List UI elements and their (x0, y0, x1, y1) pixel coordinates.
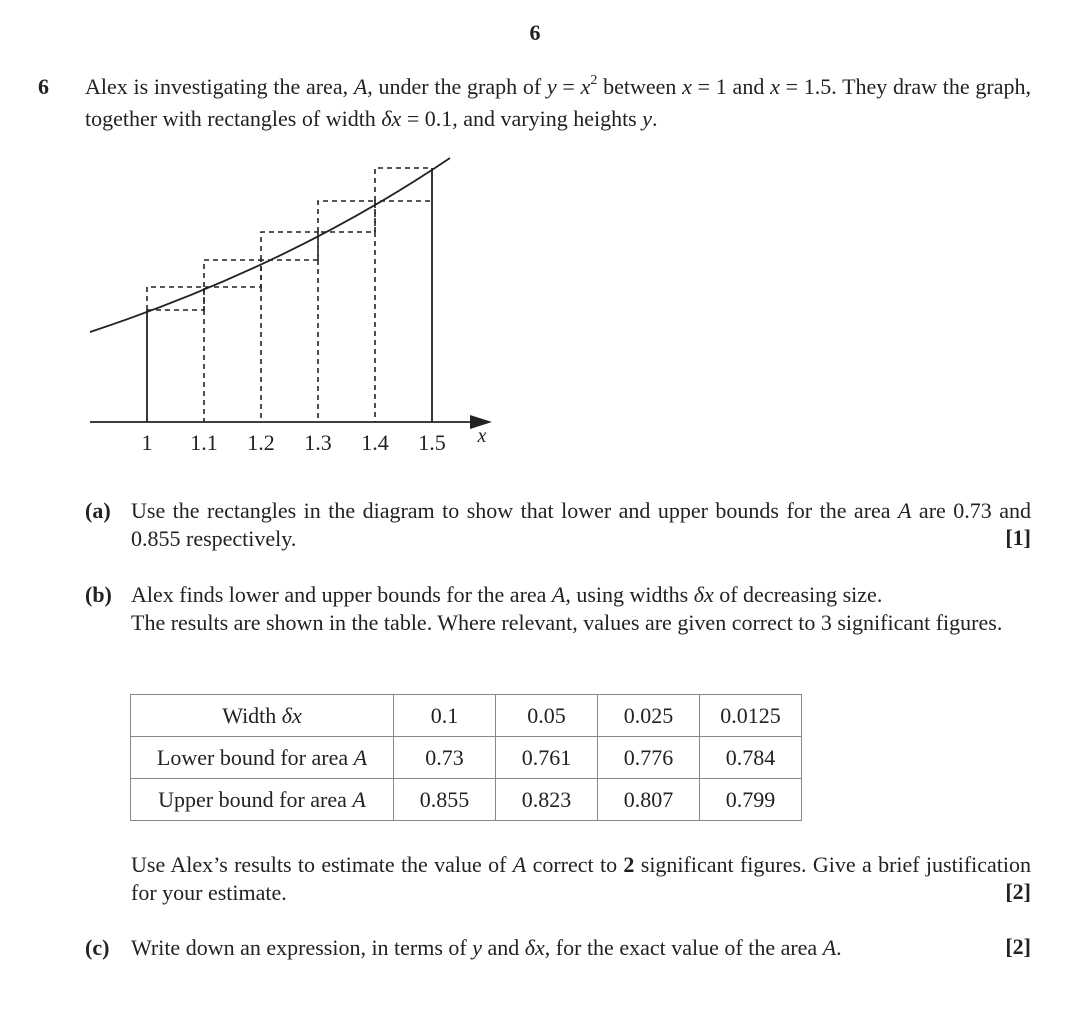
lower-bound-value: 0.784 (700, 737, 802, 779)
part-b-marks: [2] (1005, 879, 1031, 904)
part-b-label: (b) (85, 582, 112, 607)
part-b-estimate (85, 851, 1031, 911)
tick-label-1-3: 1.3 (304, 430, 332, 455)
lower-rect-tops (147, 201, 432, 310)
lower-rectangles (147, 201, 432, 422)
question-number: 6 (38, 74, 49, 99)
tick-label-1-2: 1.2 (247, 430, 275, 455)
part-b-text: Alex finds lower and upper bounds for the area A, using widths δx of decreasing size. The results are shown in the table. Where relevant, values are given correct to 3 significant figures. (131, 582, 1003, 635)
upper-rect-1 (147, 287, 204, 310)
question-intro: Alex is investigating the area, A, under the graph of $y = x^2$ between x = 1 and x = 1.5. They draw the graph, together with rectangles of width δx = 0.1, and varying heights y. (85, 73, 1031, 131)
lower-bound-value: 0.73 (394, 737, 496, 779)
tick-label-1-4: 1.4 (361, 430, 389, 455)
part-b (85, 581, 1031, 671)
upper-rect-5 (375, 168, 432, 201)
table-row-lower (131, 737, 802, 779)
part-c-text: Write down an expression, in terms of y and δx, for the exact value of the area A. (131, 935, 842, 960)
upper-rect-4 (318, 201, 375, 232)
lower-bound-value: 0.776 (598, 737, 700, 779)
upper-bound-label: Upper bound for area A (131, 779, 394, 821)
upper-bound-value: 0.807 (598, 779, 700, 821)
header-width-label: Width δx (131, 695, 394, 737)
part-c-marks: [2] (1005, 934, 1031, 959)
part-a-label: (a) (85, 498, 111, 523)
upper-rect-2 (204, 260, 261, 287)
curve-y-equals-x-squared (90, 158, 450, 332)
upper-bound-value: 0.799 (700, 779, 802, 821)
tick-label-1-1: 1.1 (190, 430, 218, 455)
page-number: 6 (529, 20, 541, 45)
bounds-table (130, 694, 802, 821)
part-c-label: (c) (85, 935, 110, 960)
width-value: 0.05 (496, 695, 598, 737)
tick-label-1: 1 (141, 430, 153, 455)
upper-rectangles (147, 168, 432, 310)
width-value: 0.025 (598, 695, 700, 737)
table-row-upper (131, 779, 802, 821)
part-a (85, 497, 1031, 557)
upper-bound-value: 0.823 (496, 779, 598, 821)
part-a-marks: [1] (1005, 525, 1031, 550)
part-c (85, 934, 1031, 964)
lower-bound-label: Lower bound for area A (131, 737, 394, 779)
upper-rect-3 (261, 232, 318, 260)
width-value: 0.1 (394, 695, 496, 737)
part-b-estimate-text: Use Alex’s results to estimate the value of A correct to 2 significant figures. Give a brief justification for your estimate. (131, 852, 1032, 905)
tick-label-1-5: 1.5 (418, 430, 446, 455)
upper-bound-value: 0.855 (394, 779, 496, 821)
lower-bound-value: 0.761 (496, 737, 598, 779)
width-value: 0.0125 (700, 695, 802, 737)
area-rectangles-graph (80, 150, 510, 465)
part-a-text: Use the rectangles in the diagram to show that lower and upper bounds for the area A are 0.73 and 0.855 respectively. (131, 498, 1031, 551)
table-row-widths (131, 695, 802, 737)
x-axis-label: x (477, 425, 487, 447)
